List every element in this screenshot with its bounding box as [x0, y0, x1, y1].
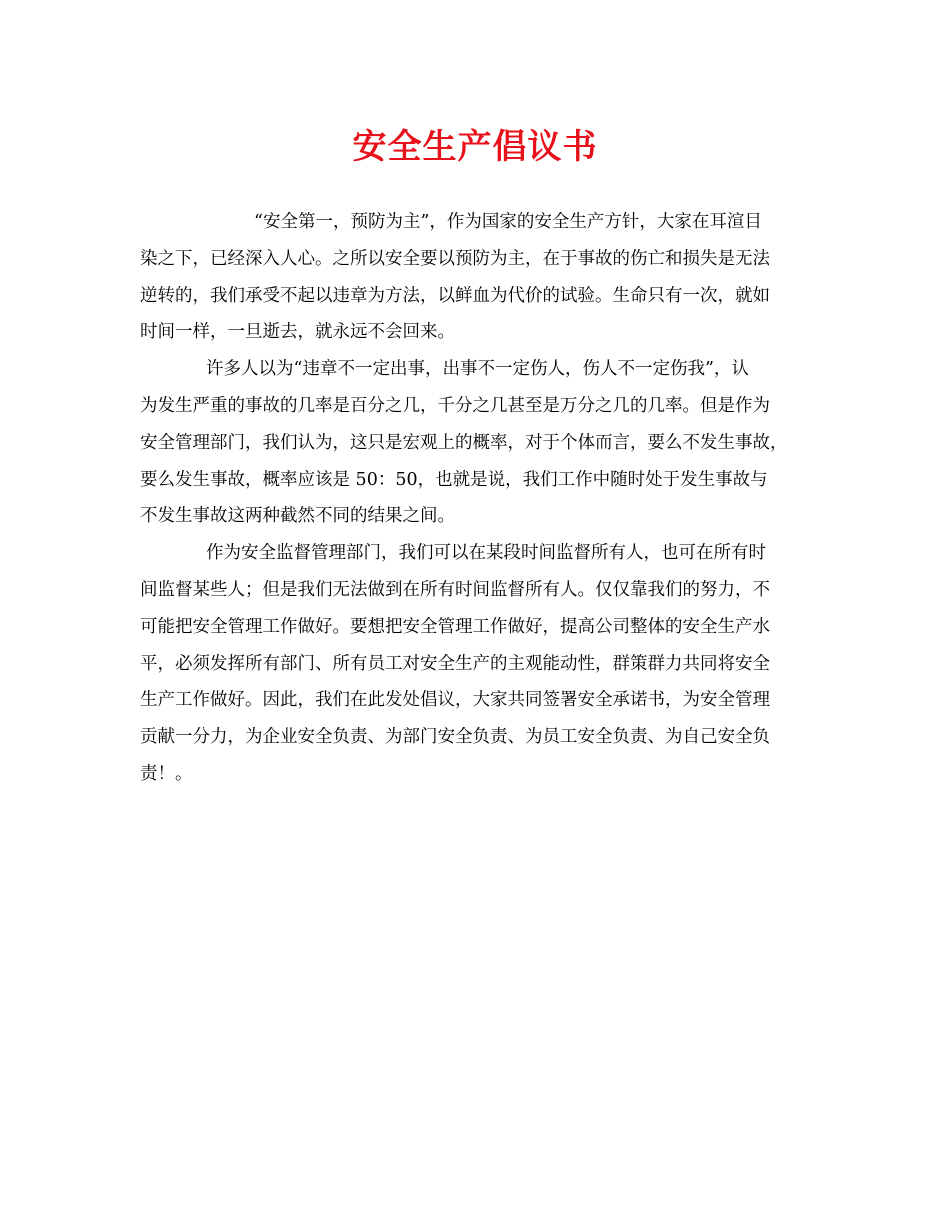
text-line: 生产工作做好。因此，我们在此发处倡议，大家共同签署安全承诺书，为安全管理: [140, 690, 770, 711]
paragraph-1: [140, 204, 812, 351]
text-line: 许多人以为“违章不一定出事，出事不一定伤人，伤人不一定伤我”，认: [206, 359, 749, 380]
document-title: 安全生产倡议书: [352, 127, 598, 167]
text-line: 时间一样，一旦逝去，就永远不会回来。: [140, 322, 455, 343]
text-line: 染之下，已经深入人心。之所以安全要以预防为主，在于事故的伤亡和损失是无法: [140, 248, 770, 269]
text-line: 作为安全监督管理部门，我们可以在某段时间监督所有人，也可在所有时: [206, 543, 766, 564]
text-line: 逆转的，我们承受不起以违章为方法，以鲜血为代价的试验。生命只有一次，就如: [140, 285, 770, 306]
paragraph-3: [140, 535, 812, 793]
text-line: 为发生严重的事故的几率是百分之几，千分之几甚至是万分之几的几率。但是作为: [140, 395, 770, 416]
text-line: 责！。: [140, 763, 193, 784]
text-line: 贡献一分力，为企业安全负责、为部门安全负责、为员工安全负责、为自己安全负: [140, 727, 770, 748]
text-line: 可能把安全管理工作做好。要想把安全管理工作做好，提高公司整体的安全生产水: [140, 616, 770, 637]
document-body: [140, 204, 812, 793]
text-line: “安全第一，预防为主”，作为国家的安全生产方针，大家在耳渲目: [254, 212, 762, 232]
text-line: 要么发生事故，概率应该是 50：50，也就是说，我们工作中随时处于发生事故与: [140, 469, 768, 490]
text-line: 安全管理部门，我们认为，这只是宏观上的概率，对于个体而言，要么不发生事故，: [140, 432, 788, 453]
text-line: 不发生事故这两种截然不同的结果之间。: [140, 506, 455, 527]
text-line: 平，必须发挥所有部门、所有员工对安全生产的主观能动性，群策群力共同将安全: [140, 653, 770, 674]
paragraph-2: [140, 351, 812, 535]
text-line: 间监督某些人；但是我们无法做到在所有时间监督所有人。仅仅靠我们的努力，不: [140, 579, 770, 600]
